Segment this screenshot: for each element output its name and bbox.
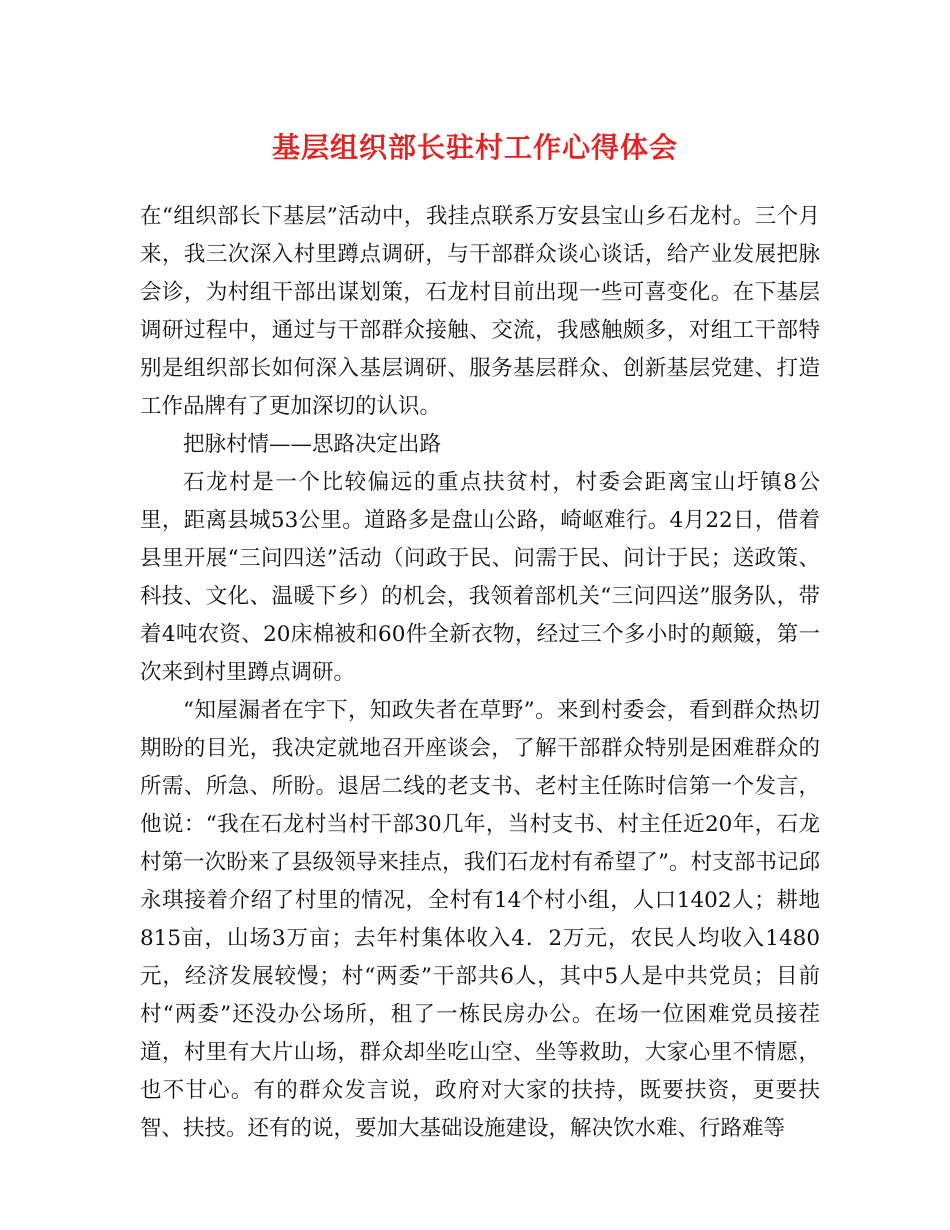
paragraph: “知屋漏者在宇下，知政失者在草野”。来到村委会，看到群众热切期盼的目光，我决定就地召开座谈会，了解干部群众特别是困难群众的所需、所急、所盼。退居二线的老支书、老村主任陈时信第一个发言，他说：“我在石龙村当村干部30几年，当村支书、村主任近20年，石龙村第一次盼来了县级领导来挂点，我们石龙村有希望了”。村支部书记邱永琪接着介绍了村里的情况，全村有14个村小组，人口1402人；耕地815亩，山场3万亩；去年村集体收入4．2万元，农民人均收入1480元，经济发展较慢；村“两委”干部共6人，其中5人是中共党员；目前村“两委”还没办公场所，租了一栋民房办公。在场一位困难党员接茬道，村里有大片山场，群众却坐吃山空、坐等救助，大家心里不情愿，也不甘心。有的群众发言说，政府对大家的扶持，既要扶资，更要扶智、扶技。还有的说，要加大基础设施建设，解决饮水难、行路难等 <box>140 698 820 1141</box>
section-heading: 把脉村情——思路决定出路 <box>183 432 442 457</box>
paragraph: 在“组织部长下基层”活动中，我挂点联系万安县宝山乡石龙村。三个月来，我三次深入村里蹲点调研，与干部群众谈心谈话，给产业发展把脉会诊，为村组干部出谋划策，石龙村目前出现一些可喜变化。在下基层调研过程中，通过与干部群众接触、交流，我感触颇多，对组工干部特别是组织部长如何深入基层调研、服务基层群众、创新基层党建、打造工作品牌有了更加深切的认识。 <box>140 204 820 419</box>
paragraph: 石龙村是一个比较偏远的重点扶贫村，村委会距离宝山圩镇8公里，距离县城53公里。道路多是盘山公路，崎岖难行。4月22日，借着县里开展“三问四送”活动（问政于民、问需于民、问计于民；送政策、科技、文化、温暖下乡）的机会，我领着部机关“三问四送”服务队，带着4吨农资、20床棉被和60件全新衣物，经过三个多小时的颠簸，第一次来到村里蹲点调研。 <box>140 470 820 685</box>
document-title: 基层组织部长驻村工作心得体会 <box>271 131 678 164</box>
document-body <box>140 198 820 1148</box>
